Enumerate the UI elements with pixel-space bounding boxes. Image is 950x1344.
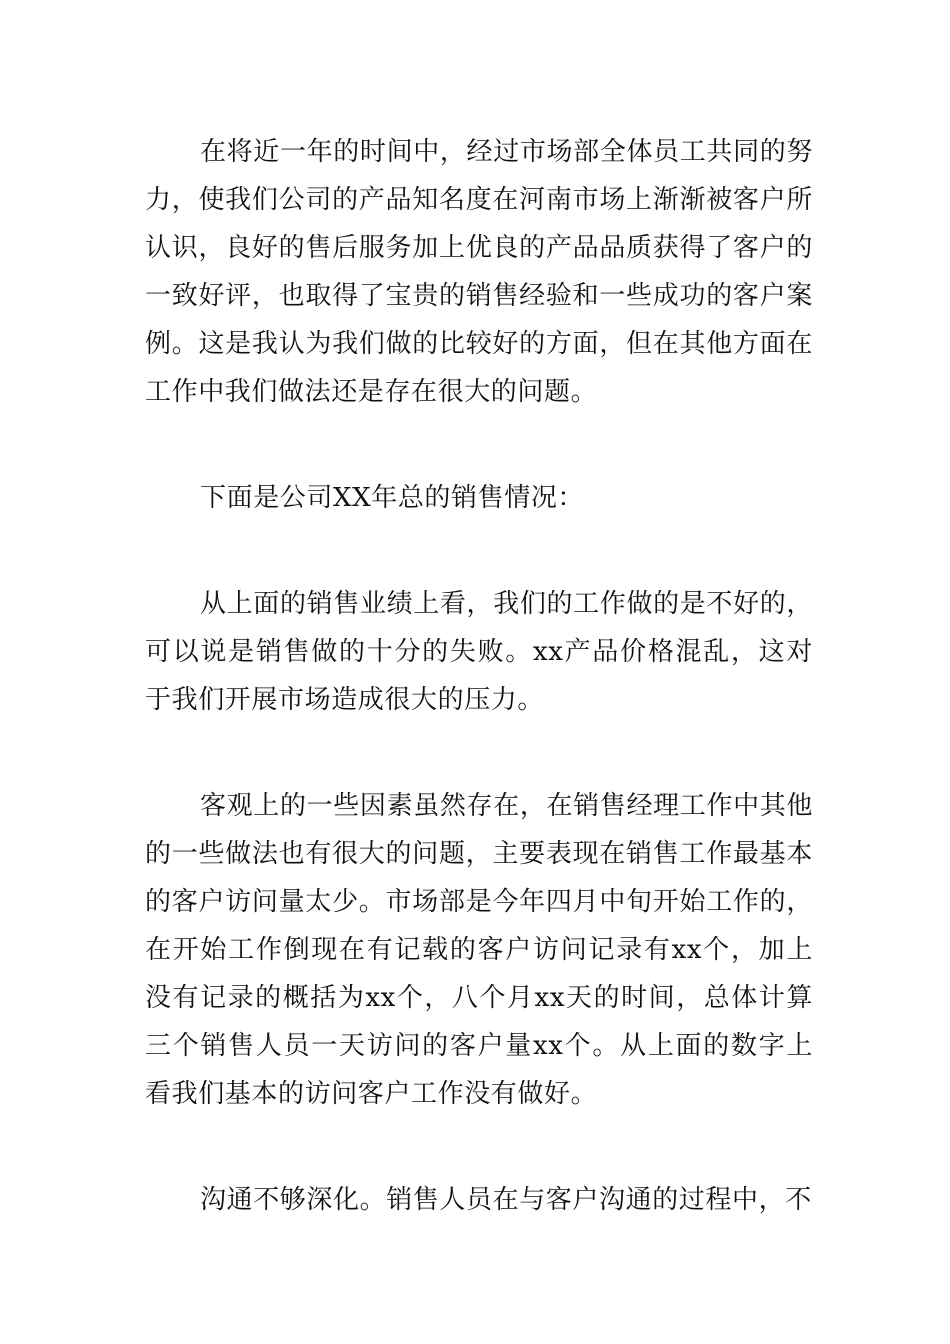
paragraph-sales-performance: 从上面的销售业绩上看，我们的工作做的是不好的，可以说是销售做的十分的失败。xx产品价格混乱，这对于我们开展市场造成很大的压力。 xyxy=(145,589,813,715)
paragraph-summary: 在将近一年的时间中，经过市场部全体员工共同的努力，使我们公司的产品知名度在河南市场上渐渐被客户所认识，良好的售后服务加上优良的产品品质获得了客户的一致好评，也取得了宝贵的销售经验和一些成功的客户案例。这是我认为我们做的比较好的方面，但在其他方面在工作中我们做法还是存在很大的问题。 xyxy=(145,137,813,407)
paragraph-sales-intro: 下面是公司XX年总的销售情况： xyxy=(200,483,585,513)
document-body xyxy=(145,128,813,1224)
paragraph-communication: 沟通不够深化。销售人员在与客户沟通的过程中，不 xyxy=(200,1185,812,1215)
paragraph-visit-problems: 客观上的一些因素虽然存在，在销售经理工作中其他的一些做法也有很大的问题，主要表现在销售工作最基本的客户访问量太少。市场部是今年四月中旬开始工作的，在开始工作倒现在有记载的客户访问记录有xx个，加上没有记录的概括为xx个，八个月xx天的时间，总体计算三个销售人员一天访问的客户量xx个。从上面的数字上看我们基本的访问客户工作没有做好。 xyxy=(145,791,813,1109)
